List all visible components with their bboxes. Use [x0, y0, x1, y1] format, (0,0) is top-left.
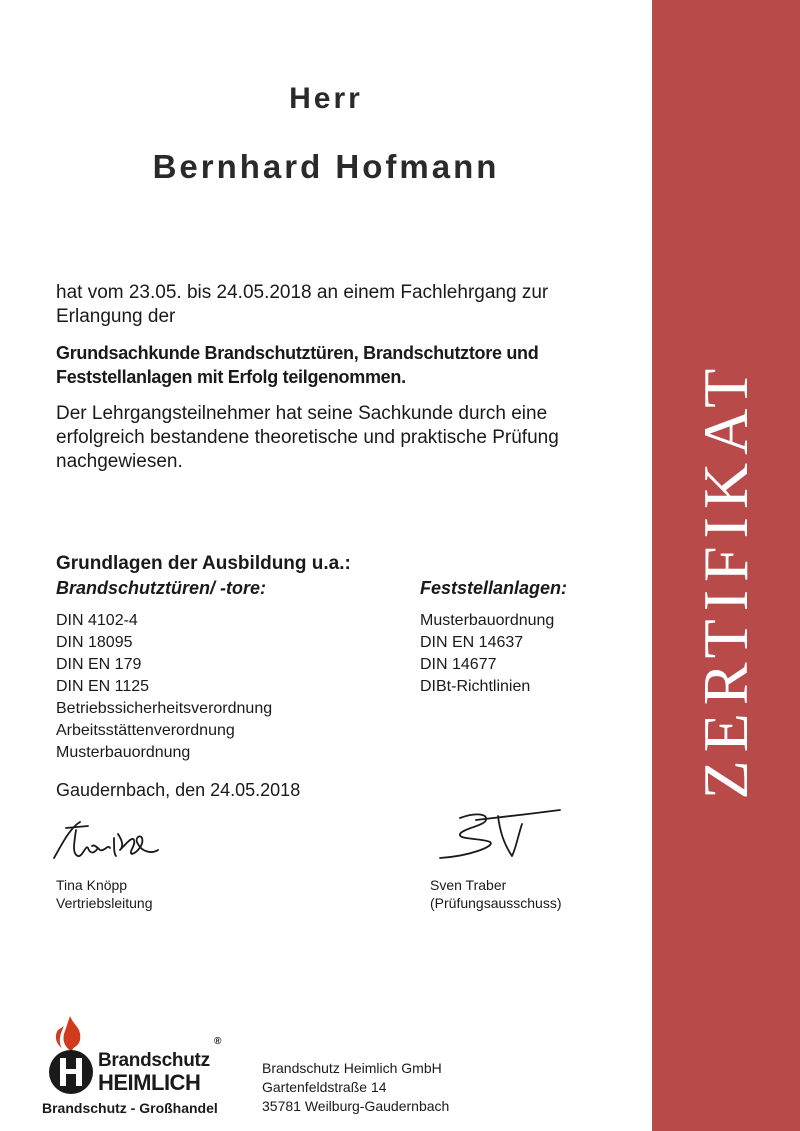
list-item: DIN 4102-4: [56, 612, 138, 629]
flame-h-icon: [42, 1012, 100, 1096]
company-street: Gartenfeldstraße 14: [262, 1079, 387, 1095]
intro-paragraph: [56, 281, 616, 329]
list-item: DIBt-Richtlinien: [420, 678, 531, 695]
doors-heading: Brandschutztüren/ -tore:: [56, 578, 267, 598]
list-item: DIN 18095: [56, 634, 133, 651]
intro-line: hat vom 23.05. bis 24.05.2018 an einem Fachlehrgang zur: [56, 282, 549, 303]
registered-mark: ®: [214, 1036, 222, 1047]
list-item: DIN EN 179: [56, 656, 142, 673]
holders-list: [420, 610, 554, 698]
company-address: [262, 1059, 449, 1116]
holders-heading: Feststellanlagen:: [420, 578, 568, 598]
basis-title: Grundlagen der Ausbildung u.a.:: [56, 553, 351, 574]
company-logo: [42, 1012, 222, 1120]
side-title: ZERTIFIKAT: [690, 360, 761, 800]
recipient-name: Bernhard Hofmann: [152, 148, 500, 185]
course-line: Grundsachkunde Brandschutztüren, Brandschutztore und: [56, 343, 539, 363]
company-city: 35781 Weilburg-Gaudernbach: [262, 1098, 450, 1114]
signer-name: Sven Traber: [430, 877, 507, 893]
signer-role: (Prüfungsausschuss): [430, 895, 562, 911]
signer-name: Tina Knöpp: [56, 877, 128, 893]
list-item: Musterbauordnung: [56, 744, 191, 761]
doors-list: [56, 610, 272, 764]
list-item: DIN EN 14637: [420, 634, 524, 651]
course-line: Feststellanlagen mit Erfolg teilgenommen.: [56, 367, 406, 387]
recipient-salutation: Herr: [289, 82, 363, 115]
company-name: Brandschutz Heimlich GmbH: [262, 1060, 442, 1076]
course-paragraph: [56, 341, 616, 389]
logo-tagline: Brandschutz - Großhandel: [42, 1100, 218, 1116]
result-line: Der Lehrgangsteilnehmer hat seine Sachkunde durch eine: [56, 403, 548, 424]
intro-line: Erlangung der: [56, 306, 176, 327]
signature-left: [48, 814, 168, 866]
list-item: Arbeitsstättenverordnung: [56, 722, 235, 739]
list-item: DIN EN 1125: [56, 678, 150, 695]
logo-name-text: HEIMLICH: [98, 1070, 201, 1095]
logo-brand-text: Brandschutz: [98, 1050, 210, 1071]
result-line: erfolgreich bestandene theoretische und praktische Prüfung: [56, 427, 559, 448]
list-item: Musterbauordnung: [420, 612, 555, 629]
signer-left: [56, 876, 153, 912]
list-item: Betriebssicherheitsverordnung: [56, 700, 273, 717]
signer-role: Vertriebsleitung: [56, 895, 153, 911]
result-paragraph: [56, 402, 616, 474]
signature-right: [430, 808, 580, 870]
list-item: DIN 14677: [420, 656, 497, 673]
signer-right: [430, 876, 562, 912]
result-line: nachgewiesen.: [56, 451, 183, 472]
place-date: Gaudernbach, den 24.05.2018: [56, 780, 301, 800]
